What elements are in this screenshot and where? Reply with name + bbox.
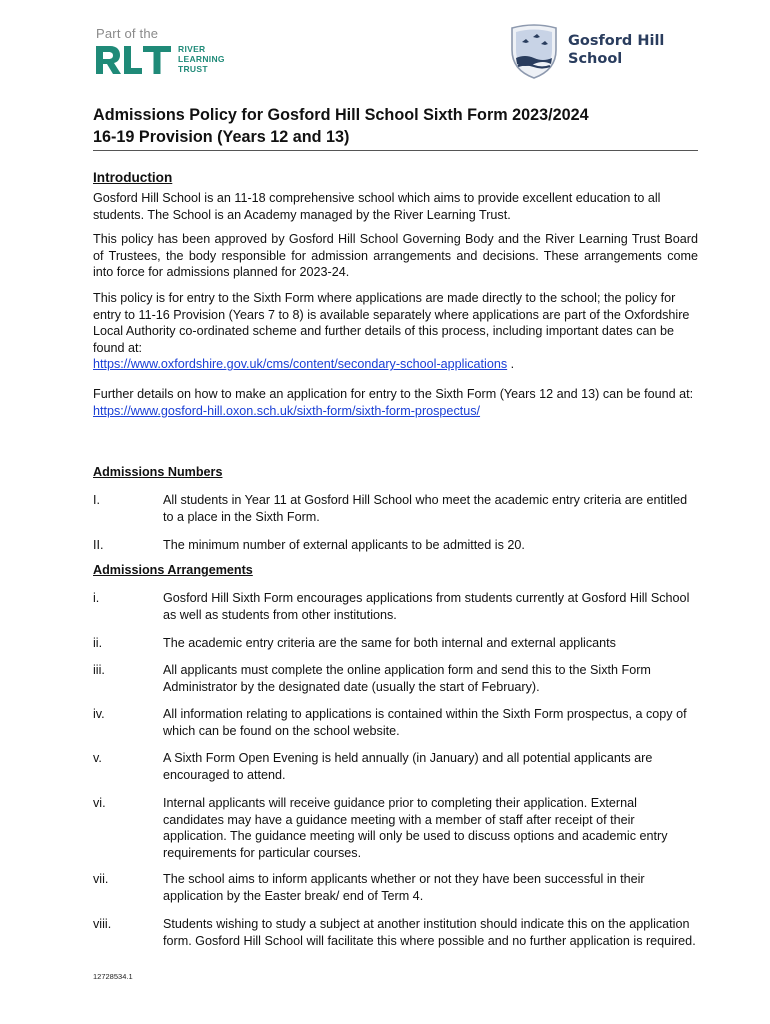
list-item-text: All information relating to applications is contained within the Sixth Form prospectus, a copy of which can be found on the school website. <box>163 707 687 738</box>
list-item-text: The academic entry criteria are the same for both internal and external applicants <box>163 636 616 650</box>
list-item-text: A Sixth Form Open Evening is held annually (in January) and all potential applicants are encouraged to attend. <box>163 751 653 782</box>
intro-paragraph-3: This policy is for entry to the Sixth Form where applications are made directly to the school; the policy for entry to 11-16 Provision (Years 7 to 8) is available separately where applications are part of the Oxfordshire Local Authority co-ordinated scheme and further details of this process, including important dates can be found at: https://www.oxfordshire.gov.uk/cms/content/secondary-school-applications . <box>93 291 690 372</box>
list-item-number: I. <box>93 493 100 507</box>
list-item-number: i. <box>93 591 100 605</box>
list-item-number: viii. <box>93 917 112 931</box>
rlt-wordmark: RIVER LEARNING TRUST <box>178 44 225 74</box>
list-item-number: iv. <box>93 707 105 721</box>
list-item-number: vi. <box>93 796 106 810</box>
list-item-text: All applicants must complete the online application form and send this to the Sixth Form Administrator by the designated date (usually the start of February). <box>163 663 651 694</box>
admissions-arrangements-heading: Admissions Arrangements <box>93 563 253 577</box>
list-item-text: Students wishing to study a subject at another institution should indicate this on the application form. Gosford Hill School will facilitate this where possible and no further application is required. <box>163 917 696 948</box>
logo-tagline: Part of the <box>96 26 159 41</box>
intro-paragraph-2: This policy has been approved by Gosford Hill School Governing Body and the River Learning Trust Board of Trustees, the body responsible for admission arrangements and decisions. These arrangements come into force for admissions planned for 2023-24. <box>93 232 698 280</box>
list-item-number: v. <box>93 751 102 765</box>
school-crest-icon <box>508 22 560 80</box>
list-item-text: The minimum number of external applicants to be admitted is 20. <box>163 538 525 552</box>
intro-paragraph-1: Gosford Hill School is an 11-18 comprehensive school which aims to provide excellent education to all students. The School is an Academy managed by the River Learning Trust. <box>93 191 661 222</box>
list-item-text: Gosford Hill Sixth Form encourages applications from students currently at Gosford Hill School as well as students from other institutions. <box>163 591 690 622</box>
list-item-number: II. <box>93 538 104 552</box>
river-learning-trust-logo <box>95 26 225 78</box>
document-title <box>93 104 703 148</box>
intro-paragraph-4: Further details on how to make an application for entry to the Sixth Form (Years 12 and 13) can be found at: https://www.gosford-hill.oxon.sch.uk/sixth-form/sixth-form-prospectus/ <box>93 387 694 418</box>
gosford-hill-school-logo <box>508 22 678 80</box>
title-divider <box>93 150 698 151</box>
list-item-text: The school aims to inform applicants whether or not they have been successful in their application by the Easter break/ end of Term 4. <box>163 872 645 903</box>
introduction-heading: Introduction <box>93 170 173 185</box>
sixth-form-prospectus-link[interactable]: https://www.gosford-hill.oxon.sch.uk/sixth-form/sixth-form-prospectus/ <box>93 403 481 418</box>
rlt-monogram-icon <box>95 44 175 76</box>
list-item-number: iii. <box>93 663 105 677</box>
list-item-number: vii. <box>93 872 109 886</box>
list-item-text: Internal applicants will receive guidance prior to completing their application. External candidates may have a guidance meeting with a member of staff after receipt of their application. The guidance meeting will only be used to discuss options and academic entry requirements for particular courses. <box>163 796 668 860</box>
list-item-text: All students in Year 11 at Gosford Hill School who meet the academic entry criteria are entitled to a place in the Sixth Form. <box>163 493 688 524</box>
admissions-numbers-heading: Admissions Numbers <box>93 465 223 479</box>
title-line-2: 16-19 Provision (Years 12 and 13) <box>93 128 350 146</box>
oxfordshire-applications-link[interactable]: https://www.oxfordshire.gov.uk/cms/content/secondary-school-applications <box>93 357 508 372</box>
title-line-1: Admissions Policy for Gosford Hill School Sixth Form 2023/2024 <box>93 106 589 124</box>
list-item-number: ii. <box>93 636 103 650</box>
school-name: Gosford Hill School <box>568 33 665 67</box>
document-reference: 12728534.1 <box>93 972 133 981</box>
